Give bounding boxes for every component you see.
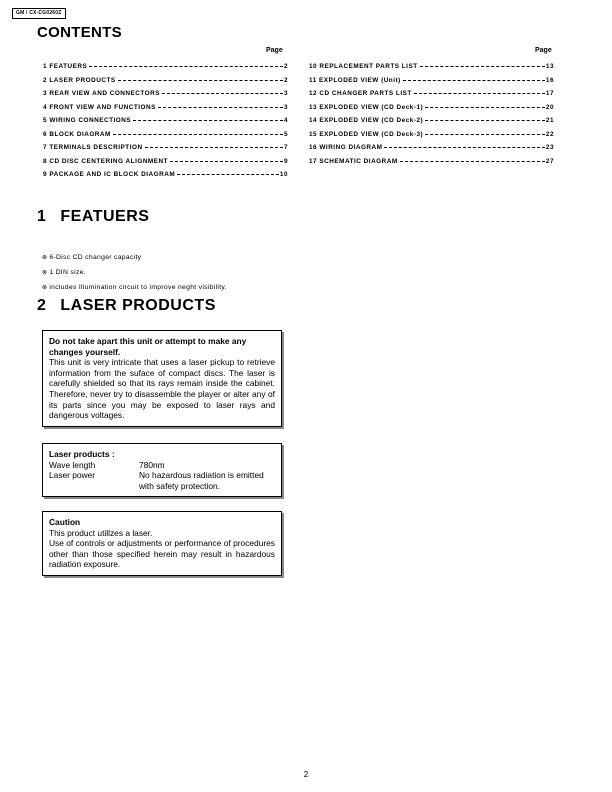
section-number: 2 bbox=[37, 297, 47, 314]
toc-entry-label: 5 WIRING CONNECTIONS bbox=[43, 117, 132, 125]
toc-leader bbox=[118, 80, 283, 81]
toc-leader bbox=[162, 93, 283, 94]
list-item-text: 1 DIN size. bbox=[49, 269, 86, 276]
toc-leader bbox=[170, 161, 283, 162]
list-item-text: includes Illumination circuit to improve neght visibility. bbox=[49, 284, 227, 291]
spec-value: No hazardous radiation is emitted with safety protection. bbox=[139, 470, 264, 491]
caution-line: This product utillzes a laser. bbox=[49, 527, 153, 538]
list-item bbox=[42, 280, 227, 295]
features-list bbox=[42, 250, 227, 295]
page-column-header-right: Page bbox=[535, 47, 552, 54]
spec-value: 780nm bbox=[139, 459, 165, 470]
section-heading: FEATUERS bbox=[60, 208, 150, 225]
toc-leader bbox=[420, 66, 545, 67]
toc-entry[interactable] bbox=[43, 87, 288, 101]
check-circle-icon: ⊗ bbox=[42, 270, 48, 276]
toc-leader bbox=[89, 66, 283, 67]
toc-entry[interactable] bbox=[309, 87, 554, 101]
toc-entry[interactable] bbox=[309, 101, 554, 115]
contents-title: CONTENTS bbox=[37, 24, 122, 41]
toc-entry-page: 2 bbox=[283, 76, 288, 84]
toc-entry-label: 7 TERMINALS DESCRIPTION bbox=[43, 144, 143, 152]
toc-leader bbox=[177, 174, 279, 175]
toc-entry-label: 3 REAR VIEW AND CONNECTORS bbox=[43, 90, 161, 98]
toc-entry[interactable] bbox=[43, 101, 288, 115]
toc-entry[interactable] bbox=[309, 155, 554, 169]
toc-entry-page: 4 bbox=[283, 117, 288, 125]
spec-key: Wave length bbox=[49, 459, 96, 470]
toc-entry-page: 2 bbox=[283, 63, 288, 71]
toc-left-column bbox=[43, 60, 288, 182]
toc-entry-page: 20 bbox=[545, 103, 554, 111]
toc-entry-label: 9 PACKAGE AND IC BLOCK DIAGRAM bbox=[43, 171, 176, 179]
toc-entry[interactable] bbox=[309, 74, 554, 88]
toc-entry-page: 23 bbox=[545, 144, 554, 152]
toc-leader bbox=[425, 120, 545, 121]
toc-entry-label: 2 LASER PRODUCTS bbox=[43, 76, 116, 84]
warning-body: This unit is very intricate that uses a laser pickup to retrieve information from the suface of compact discs. The laser is carefully shielded so that its rays remain inside the cabinet. Therefore, never try to disassemble the player or alter any of its parts since you may be exposed to laser rays and dangerous voltages. bbox=[49, 357, 275, 421]
list-item-text: 6-Disc CD changer capacity bbox=[49, 254, 142, 261]
toc-entry[interactable] bbox=[43, 114, 288, 128]
toc-leader bbox=[145, 147, 283, 148]
toc-entry-label: 11 EXPLODED VIEW (Unit) bbox=[309, 76, 401, 84]
toc-entry-label: 14 EXPLODED VIEW (CD Deck-2) bbox=[309, 117, 424, 125]
caution-heading: Caution bbox=[49, 517, 81, 527]
check-circle-icon: ⊗ bbox=[42, 255, 48, 261]
toc-leader bbox=[133, 120, 283, 121]
toc-entry-label: 17 SCHEMATIC DIAGRAM bbox=[309, 157, 398, 165]
toc-entry[interactable] bbox=[43, 128, 288, 142]
toc-entry-page: 3 bbox=[283, 103, 288, 111]
section-number: 1 bbox=[37, 208, 47, 225]
toc-leader bbox=[113, 134, 283, 135]
toc-entry-page: 16 bbox=[545, 76, 554, 84]
toc-entry-page: 9 bbox=[283, 157, 288, 165]
section-title-laser bbox=[37, 297, 216, 315]
toc-leader bbox=[158, 107, 283, 108]
toc-leader bbox=[384, 147, 544, 148]
spec-key: Laser power bbox=[49, 470, 96, 481]
list-item bbox=[42, 265, 227, 280]
toc-entry-page: 5 bbox=[283, 130, 288, 138]
toc-entry-page: 27 bbox=[545, 157, 554, 165]
toc-entry-page: 21 bbox=[545, 117, 554, 125]
toc-entry-label: 13 EXPLODED VIEW (CD Deck-1) bbox=[309, 103, 424, 111]
toc-entry[interactable] bbox=[309, 141, 554, 155]
laser-warning-box bbox=[42, 330, 282, 427]
caution-box bbox=[42, 511, 282, 576]
toc-leader bbox=[425, 134, 545, 135]
toc-entry[interactable] bbox=[43, 74, 288, 88]
spec-row bbox=[49, 470, 275, 491]
toc-entry-label: 8 CD DISC CENTERING ALIGNMENT bbox=[43, 157, 169, 165]
toc-leader bbox=[425, 107, 545, 108]
model-tag: GM / CX-CG0260Z bbox=[12, 8, 66, 19]
toc-entry-page: 13 bbox=[545, 63, 554, 71]
toc-entry-label: 6 BLOCK DIAGRAM bbox=[43, 130, 111, 138]
toc-entry-page: 17 bbox=[545, 90, 554, 98]
toc-entry-page: 10 bbox=[279, 171, 288, 179]
spec-row bbox=[49, 460, 275, 471]
section-title-features bbox=[37, 208, 149, 226]
toc-entry-label: 16 WIRING DIAGRAM bbox=[309, 144, 383, 152]
toc-entry[interactable] bbox=[43, 141, 288, 155]
caution-body: Use of controls or adjustments or performance of procedures other than those specified herein may result in hazardous radiation exposure. bbox=[49, 538, 275, 570]
toc-entry[interactable] bbox=[43, 155, 288, 169]
toc-leader bbox=[414, 93, 545, 94]
toc-entry-label: 12 CD CHANGER PARTS LIST bbox=[309, 90, 412, 98]
toc-entry-label: 1 FEATUERS bbox=[43, 63, 88, 71]
toc-leader bbox=[400, 161, 545, 162]
toc-entry-page: 7 bbox=[283, 144, 288, 152]
section-heading: LASER PRODUCTS bbox=[60, 297, 216, 314]
specs-heading: Laser products : bbox=[49, 449, 115, 459]
toc-entry[interactable] bbox=[43, 60, 288, 74]
page-number: 2 bbox=[303, 770, 309, 779]
toc-entry[interactable] bbox=[309, 128, 554, 142]
laser-specs-box bbox=[42, 443, 282, 497]
toc-entry[interactable] bbox=[309, 60, 554, 74]
check-circle-icon: ⊗ bbox=[42, 285, 48, 291]
toc-leader bbox=[403, 80, 545, 81]
toc-entry[interactable] bbox=[43, 168, 288, 182]
page-column-header-left: Page bbox=[266, 47, 283, 54]
list-item bbox=[42, 250, 227, 265]
toc-entry-label: 15 EXPLODED VIEW (CD Deck-3) bbox=[309, 130, 424, 138]
toc-entry-page: 3 bbox=[283, 90, 288, 98]
warning-heading: Do not take apart this unit or attempt to make any changes yourself. bbox=[49, 336, 247, 357]
toc-entry-label: 4 FRONT VIEW AND FUNCTIONS bbox=[43, 103, 156, 111]
toc-entry-label: 10 REPLACEMENT PARTS LIST bbox=[309, 63, 418, 71]
toc-right-column bbox=[309, 60, 554, 168]
toc-entry[interactable] bbox=[309, 114, 554, 128]
toc-entry-page: 22 bbox=[545, 130, 554, 138]
